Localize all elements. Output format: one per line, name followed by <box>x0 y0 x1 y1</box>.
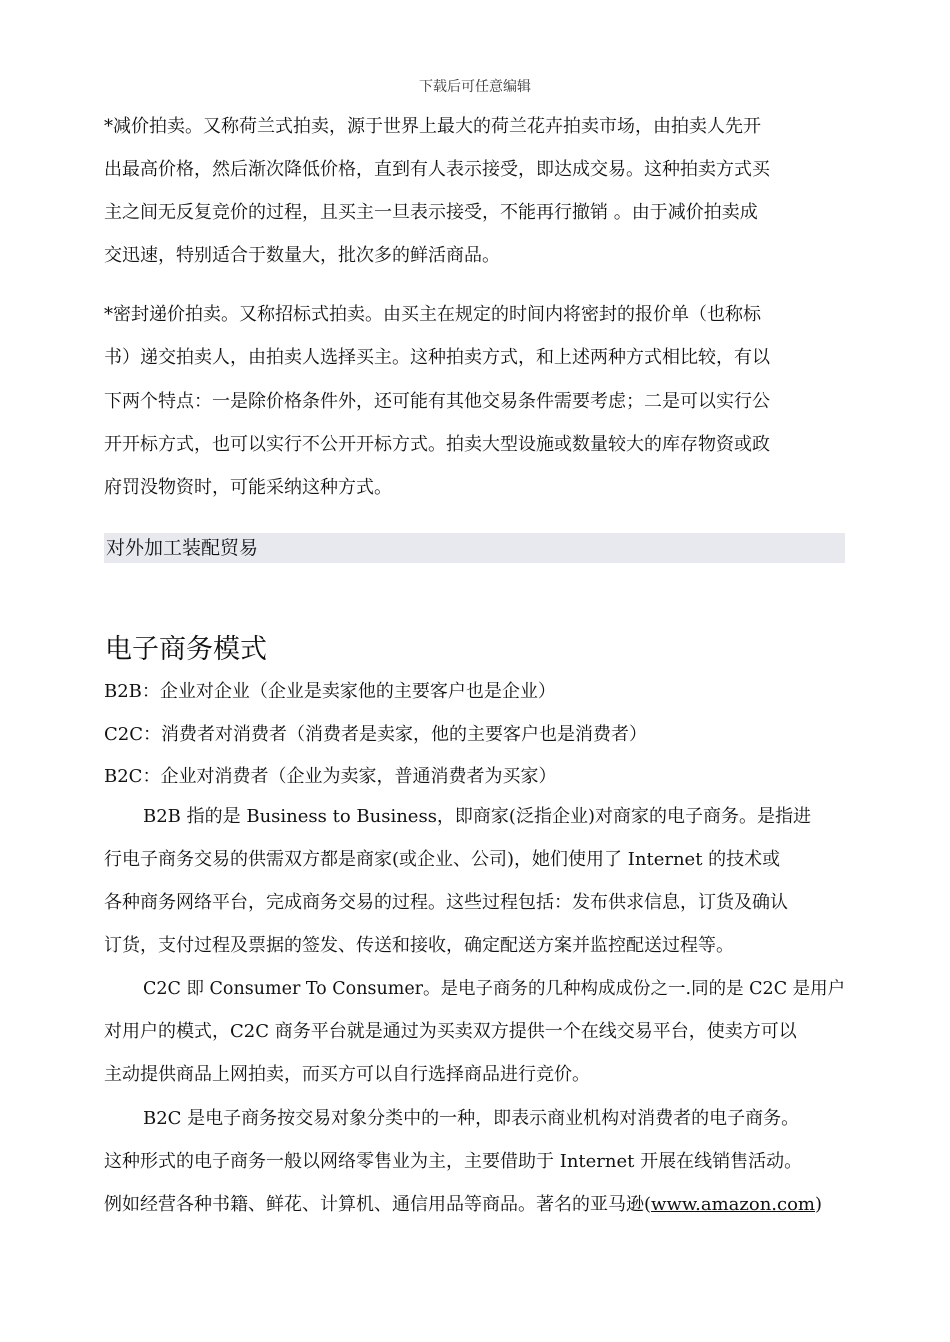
model-line: B2B：企业对企业（企业是卖家他的主要客户也是企业） <box>104 681 556 702</box>
text-line: *减价拍卖。又称荷兰式拍卖，源于世界上最大的荷兰花卉拍卖市场，由拍卖人先开 <box>104 116 761 137</box>
text-line: 开开标方式，也可以实行不公开开标方式。拍卖大型设施或数量较大的库存物资或政 <box>104 434 770 455</box>
text-line: 这种形式的电子商务一般以网络零售业为主，主要借助于 Internet 开展在线销售活动。 <box>104 1151 803 1172</box>
model-line: B2C：企业对消费者（企业为卖家，普通消费者为买家） <box>104 766 557 787</box>
text-line: B2B 指的是 Business to Business，即商家(泛指企业)对商家的电子商务。是指进 <box>143 806 811 827</box>
text-line: 府罚没物资时，可能采纳这种方式。 <box>104 477 392 498</box>
text-line: 主之间无反复竞价的过程，且买主一旦表示接受，不能再行撤销 。由于减价拍卖成 <box>104 202 758 223</box>
text-line: 出最高价格，然后渐次降低价格，直到有人表示接受，即达成交易。这种拍卖方式买 <box>104 159 770 180</box>
text-line: B2C 是电子商务按交易对象分类中的一种，即表示商业机构对消费者的电子商务。 <box>143 1108 800 1129</box>
text-segment: ) <box>815 1194 823 1215</box>
text-line: 下两个特点：一是除价格条件外，还可能有其他交易条件需要考虑；二是可以实行公 <box>104 391 770 412</box>
section-title: 对外加工装配贸易 <box>106 537 259 559</box>
text-line: *密封递价拍卖。又称招标式拍卖。由买主在规定的时间内将密封的报价单（也称标 <box>104 304 761 325</box>
text-line: 订货，支付过程及票据的签发、传送和接收，确定配送方案并监控配送过程等。 <box>104 935 734 956</box>
text-line: 行电子商务交易的供需双方都是商家(或企业、公司)，她们使用了 Internet 的技术或 <box>104 849 781 870</box>
text-line: 交迅速，特别适合于数量大，批次多的鲜活商品。 <box>104 245 500 266</box>
page-header: 下载后可任意编辑 <box>419 79 531 95</box>
text-line: 各种商务网络平台，完成商务交易的过程。这些过程包括：发布供求信息，订货及确认 <box>104 892 788 913</box>
model-line: C2C：消费者对消费者（消费者是卖家，他的主要客户也是消费者） <box>104 724 647 745</box>
text-line: 书）递交拍卖人，由拍卖人选择买主。这种拍卖方式，和上述两种方式相比较，有以 <box>104 347 770 368</box>
heading-ecommerce-models: 电子商务模式 <box>105 634 267 665</box>
text-line: 对用户的模式，C2C 商务平台就是通过为买卖双方提供一个在线交易平台，使卖方可以 <box>104 1021 797 1042</box>
amazon-link[interactable]: www.amazon.com <box>651 1194 815 1215</box>
text-line: C2C 即 Consumer To Consumer。是电子商务的几种构成成份之一.同的是 C2C 是用户 <box>143 979 846 999</box>
text-line: 主动提供商品上网拍卖，而买方可以自行选择商品进行竞价。 <box>104 1064 590 1085</box>
text-segment: 例如经营各种书籍、鲜花、计算机、通信用品等商品。著名的亚马逊( <box>104 1194 652 1215</box>
text-line-with-link <box>104 1192 822 1218</box>
